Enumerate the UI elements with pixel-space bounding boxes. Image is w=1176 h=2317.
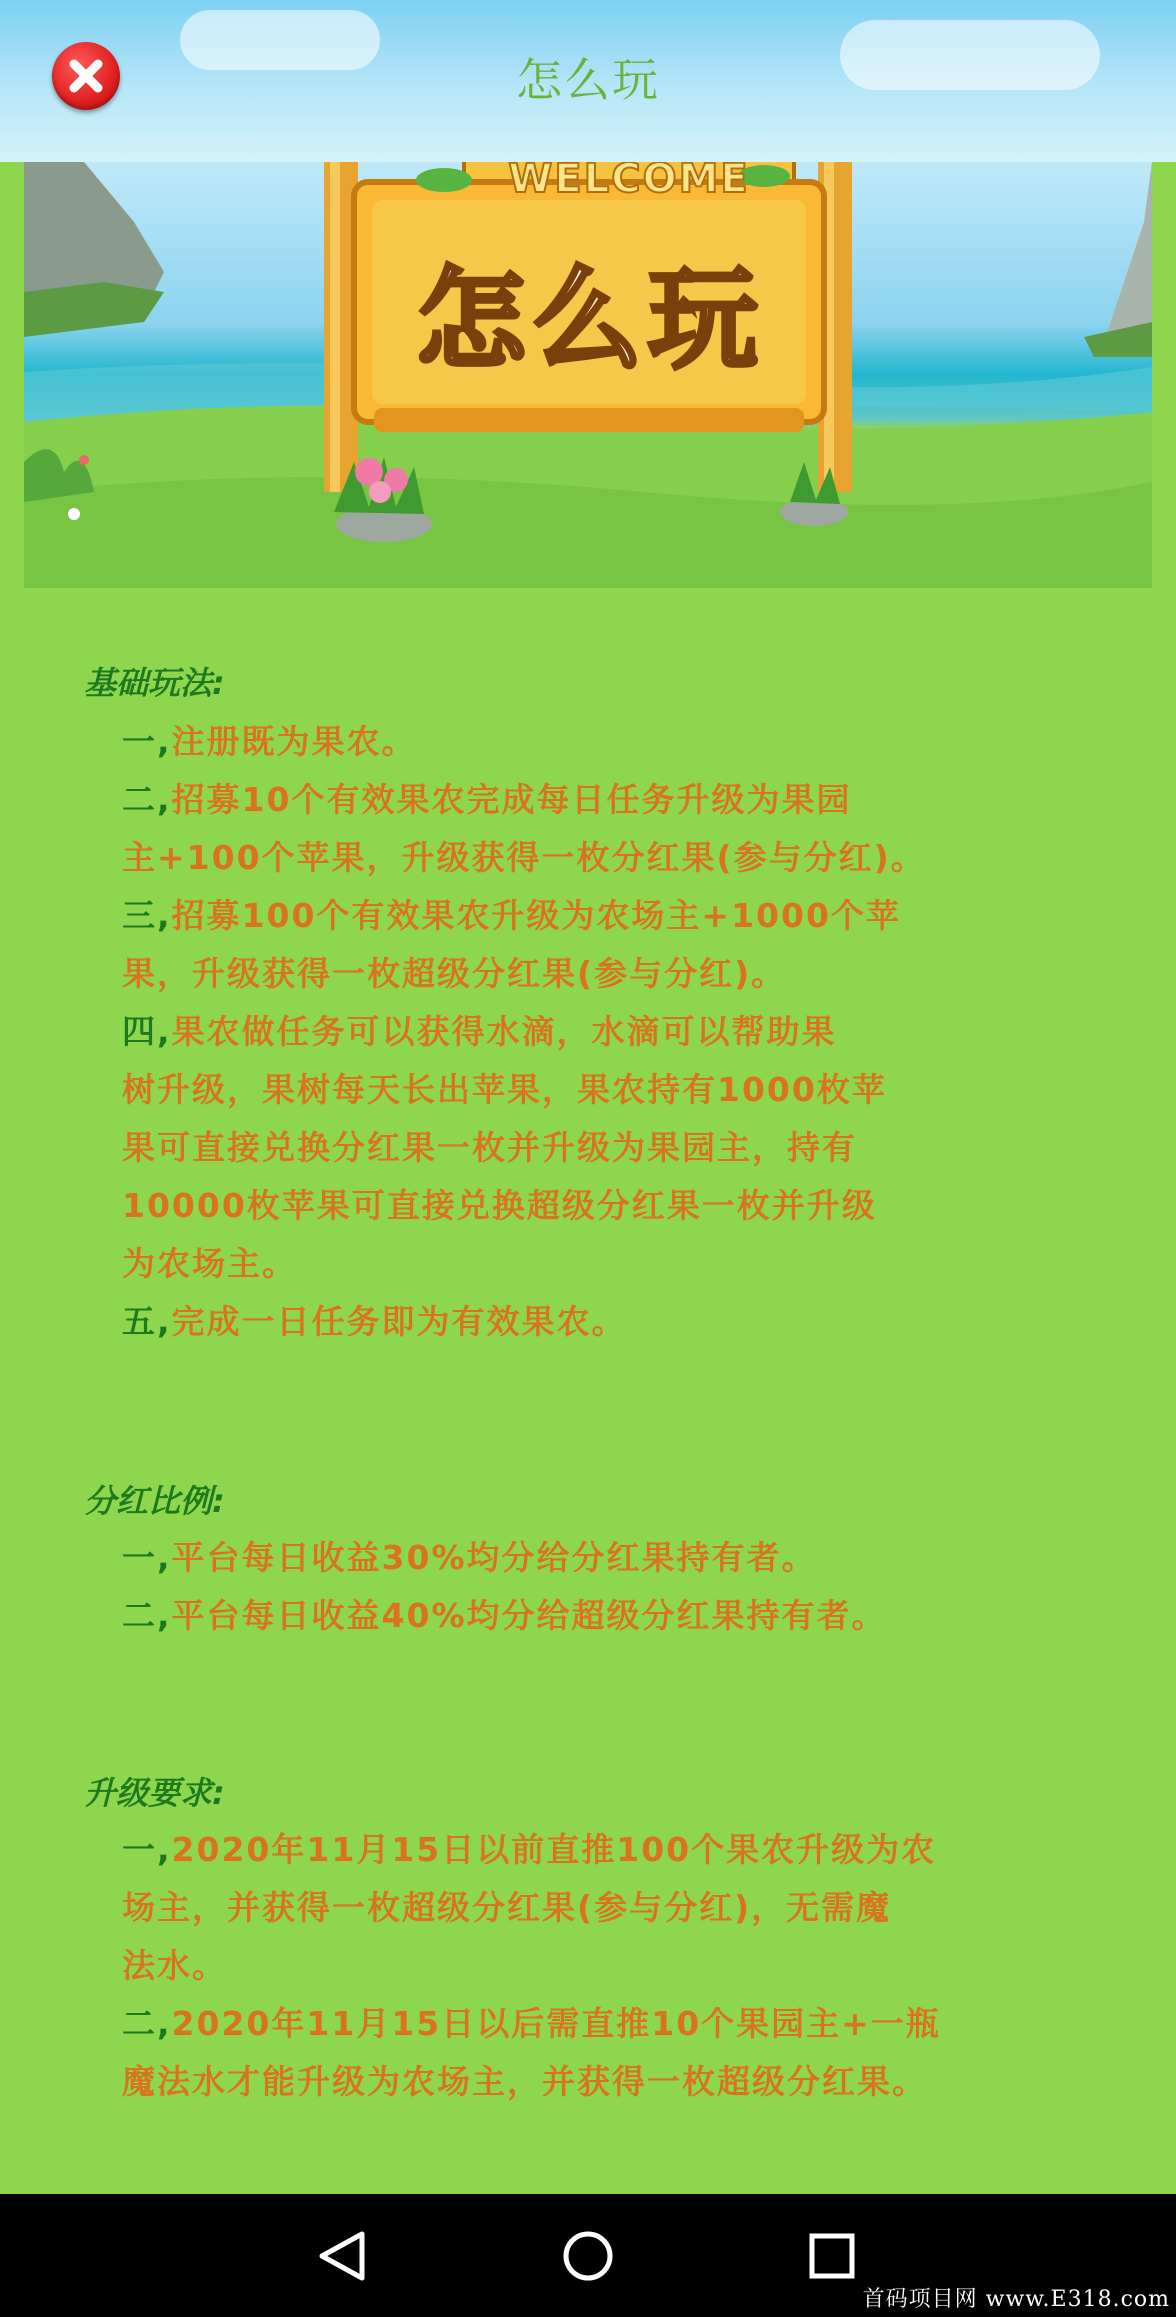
header-bar: [0, 0, 1176, 162]
list-item: [122, 1122, 857, 1169]
item-number: 二,: [122, 780, 172, 819]
list-item: [122, 1238, 297, 1285]
home-circle-icon: [528, 2194, 648, 2317]
item-number: 二,: [122, 2004, 172, 2043]
list-item: [122, 716, 417, 763]
list-item: [122, 948, 786, 995]
page-title: 怎么玩: [516, 53, 660, 107]
list-item: [122, 1180, 877, 1227]
list-item: [122, 1064, 887, 1111]
item-text: 主+100个苹果，升级获得一枚分红果(参与分红)。: [122, 838, 926, 877]
list-item: [122, 2056, 927, 2103]
back-triangle-icon: [282, 2194, 402, 2317]
sign-title: 怎么玩: [416, 256, 764, 384]
list-item: [122, 1940, 227, 1987]
list-item: [122, 832, 926, 879]
welcome-banner: [24, 162, 1152, 588]
item-text: 注册既为果农。: [171, 722, 417, 761]
item-text: 果，升级获得一枚超级分红果(参与分红)。: [122, 954, 787, 993]
item-text: 平台每日收益30%均分给分红果持有者。: [171, 1538, 817, 1577]
list-item: [122, 1882, 891, 1929]
item-text: 招募100个有效果农升级为农场主+1000个苹: [171, 896, 901, 935]
item-text: 2020年11月15日以后需直推10个果园主+一瓶: [171, 2004, 941, 2043]
item-text: 10000枚苹果可直接兑换超级分红果一枚并升级: [122, 1186, 877, 1225]
section-title-upgrade: 升级要求:: [84, 1774, 225, 1812]
list-item: [122, 1006, 837, 1053]
list-item: [122, 1590, 887, 1637]
home-button[interactable]: [528, 2194, 648, 2317]
item-text: 魔法水才能升级为农场主，并获得一枚超级分红果。: [122, 2062, 927, 2101]
section-title-basic: 基础玩法:: [84, 664, 225, 702]
item-text: 果农做任务可以获得水滴，水滴可以帮助果: [171, 1012, 837, 1051]
back-button[interactable]: [282, 2194, 402, 2317]
item-text: 法水。: [122, 1946, 227, 1985]
item-number: 一,: [122, 722, 172, 761]
item-text: 完成一日任务即为有效果农。: [171, 1302, 627, 1341]
watermark-text: 首码项目网 www.E318.com: [862, 2287, 1170, 2312]
item-text: 招募10个有效果农完成每日任务升级为果园: [171, 780, 852, 819]
list-item: [122, 1824, 936, 1871]
system-navigation-bar: [0, 2194, 1176, 2317]
item-text: 2020年11月15日以前直推100个果农升级为农: [171, 1830, 937, 1869]
list-item: [122, 1998, 941, 2045]
list-item: [122, 1532, 817, 1579]
item-text: 场主，并获得一枚超级分红果(参与分红)，无需魔: [122, 1888, 892, 1927]
item-text: 果可直接兑换分红果一枚并升级为果园主，持有: [122, 1128, 857, 1167]
list-item: [122, 774, 851, 821]
item-number: 一,: [122, 1830, 172, 1869]
list-item: [122, 890, 901, 937]
section-title-dividend: 分红比例:: [84, 1482, 225, 1520]
list-item: [122, 1296, 627, 1343]
item-number: 二,: [122, 1596, 172, 1635]
item-number: 一,: [122, 1538, 172, 1577]
item-text: 平台每日收益40%均分给超级分红果持有者。: [171, 1596, 887, 1635]
welcome-sign-text: WELCOME: [508, 162, 750, 202]
item-number: 五,: [122, 1302, 172, 1341]
item-text: 为农场主。: [122, 1244, 297, 1283]
item-text: 树升级，果树每天长出苹果，果农持有1000枚苹: [122, 1070, 887, 1109]
item-number: 四,: [122, 1012, 172, 1051]
item-number: 三,: [122, 896, 172, 935]
